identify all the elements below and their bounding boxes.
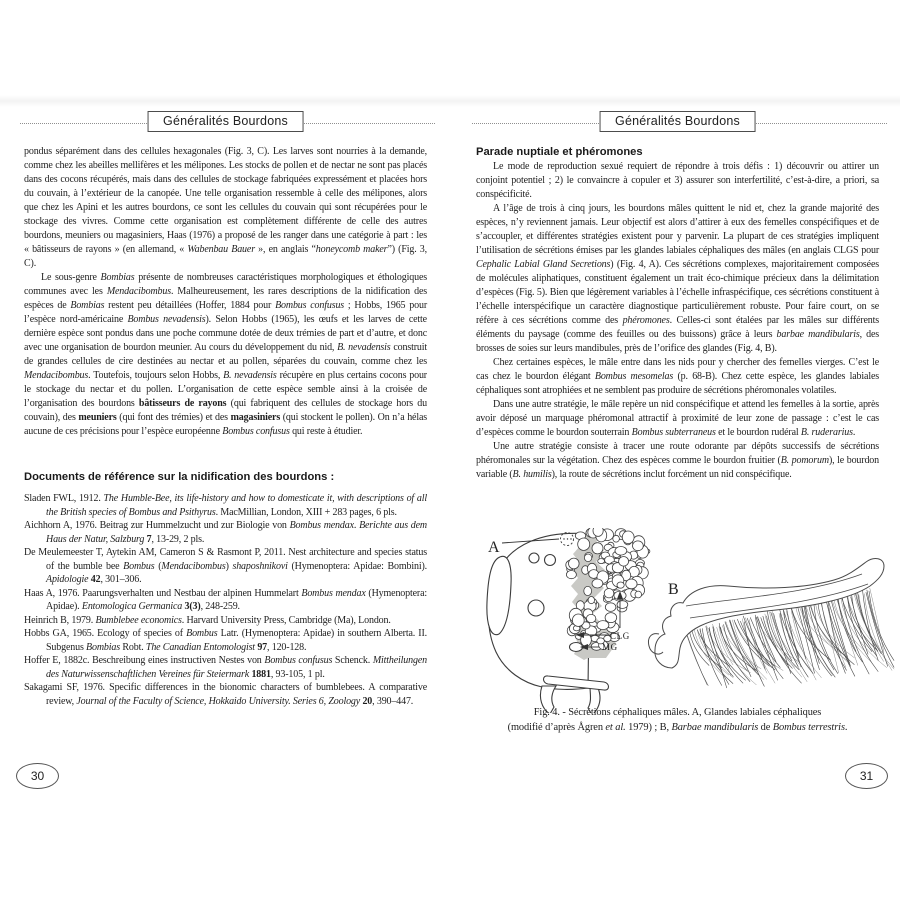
paragraph: Le mode de reproduction sexué requiert de répondre à trois défis : 1) découvrir ou attirer un conjoint potentiel ; 2) le convaincre à copuler et 3) assurer son interfertilité, c’est-à-dire, a priori, sa conspécificité.: [476, 161, 879, 200]
running-header-title: Généralités Bourdons: [147, 111, 304, 132]
left-body: [24, 145, 427, 439]
figure-label-a: A: [488, 539, 500, 556]
paragraph: Chez certaines espèces, le mâle entre dans les nids pour y chercher des femelles vierges. C’est le cas chez le bourdon élégant Bombus mesomelas (p. 68-B). Chez cette espèce, les glandes labiales céphaliques sont atrophiées et ne semblent pas produire de sécrétions phéromonales volatiles.: [476, 357, 879, 396]
page-right: [450, 0, 900, 900]
caption-line: (modifié d’après Ågren et al. 1979) ; B, Barbae mandibularis de Bombus terrestris.: [507, 721, 848, 733]
right-body: [476, 145, 879, 482]
figure-4-panel: [478, 528, 898, 713]
paragraph: A l’âge de trois à cinq jours, les bourdons mâles quittent le nid et, chez la grande majorité des espèces, n’y reviennent jamais. Leur objectif est alors d’attirer à eux des femelles conspécifiques et de s’accoupler, et différentes stratégies existent pour y parvenir. La plupart de ces stratégies impliquent l’utilisation de sécrétions émises par les glandes labiales céphaliques des mâles (en anglais CLGS pour Cephalic Labial Gland Secretions) (Fig. 4, A). Ces sécrétions complexes, majoritairement composées de molécules aliphatiques, constituent également un trait éco-chimique précieux dans la délimitation d’espèces (Fig. 5). Bien que légèrement variables à l’échelle infraspécifique, ces sécrétions constituent à l’échelle interspécifique un caractère diagnostique particulièrement robuste. Pour faire court, on se réfère à ces sécrétions comme des phéromones. Celles-ci sont étalées par les mâles sur différents éléments du paysage (comme des feuilles ou des buissons) grâce à leurs barbae mandibularis, des brosses de soies sur leurs mandibules, près de l’orifice des glandes (Fig. 4, B).: [476, 203, 879, 354]
paragraph: Dans une autre stratégie, le mâle repère un nid conspécifique et attend les femelles à la sortie, après avoir déposé un marquage phéromonal attractif à proximité de leur zone de passage : c’est le cas d’espèces comme le bourdon souterrain Bombus subterraneus et le bourdon rudéral B. ruderarius.: [476, 399, 879, 438]
mg-annotation: MG: [602, 642, 618, 652]
reference-entry: Hobbs GA, 1965. Ecology of species of Bombus Latr. (Hymenoptera: Apidae) in southern Alberta. II. Subgenus Bombias Robt. The Canadian Entomologist 97, 120-128.: [24, 628, 427, 653]
reference-entry: Heinrich B, 1979. Bumblebee economics. Harvard University Press, Cambridge (Ma), London.: [24, 614, 391, 626]
reference-list: [24, 492, 427, 708]
mandible-drawing: [648, 559, 884, 668]
figure-4-illustration: [478, 528, 898, 713]
paragraph: pondus séparément dans des cellules hexagonales (Fig. 3, C). Les larves sont nourries à la demande, comme chez les abeilles mellifères et les mélipones. Les stocks de pollen et de nectar ne sont pas placés dans des cocons récupérés, mais dans des cellules de stockage fabriquées expressément et placées hors du couvain, à l’extérieur de la canopée. Une telle organisation ressemble à celle des mélipones, alors que chez les Apini et les autres bourdons, ce sont les cellules du couvain qui sont récupérées pour le stockage des vivres. Comme cette organisation est complètement différente de celle des autres bourdons, meuniers ou magasiniers, Haas (1976) a proposé de les ranger dans une catégorie à part : les « bâtisseurs de rayons » (en allemand, « Wabenbau Bauer », en anglais “honeycomb maker”) (Fig. 3, C).: [24, 146, 427, 269]
clg-annotation: CLG: [610, 631, 630, 641]
page-number-text: 30: [30, 769, 45, 783]
running-header-title: Généralités Bourdons: [599, 111, 756, 132]
reference-entry: Haas A, 1976. Paarungsverhalten und Nestbau der alpinen Hummelart Bombus mendax (Hymenoptera: Apidae). Entomologica Germanica 3(3), 248-259.: [24, 587, 428, 612]
reference-entry: Aichhorn A, 1976. Beitrag zur Hummelzucht und zur Biologie von Bombus mendax. Berichte aus dem Haus der Natur, Salzburg 7, 13-29, 2 pls.: [24, 520, 427, 545]
running-header: [476, 111, 879, 137]
reference-entry: De Meulemeester T, Aytekin AM, Cameron S & Rasmont P, 2011. Nest architecture and species status of the bumble bee Bombus (Mendacibombus) shaposhnikovi (Hymenoptera: Apidae: Bombini). Apidologie 42, 301–306.: [24, 547, 428, 585]
paragraph: Le sous-genre Bombias présente de nombreuses caractéristiques morphologiques et éthologiques communes avec les Mendacibombus. Malheureusement, les rares descriptions de la nidification des espèces de Bombias restent peu détaillées (Hoffer, 1884 pour Bombus confusus ; Hobbs, 1965 pour l’espèce nord-américaine Bombus nevadensis). Selon Hobbs (1965), les œufs et les larves de cette dernière espèce sont pondus dans une poche commune dotée de deux trémies de part et d’autre, et donc avec une organisation de bourdon meunier. Au cours du développement du nid, B. nevadensis construit de grandes cellules de cire destinées au nectar et au pollen, séparées du couvain, comme chez les Mendacibombus. Toutefois, toujours selon Hobbs, B. nevadensis récupère en plus certains cocons pour le stockage du nectar et du pollen. L’organisation de cette espèce semble ainsi à la croisée de l’organisation des bourdons bâtisseurs de rayons (qui fabriquent des cellules de stockage hors du couvain), des meuniers (qui font des trémies) et des magasiniers (qui stockent le pollen). On n’a hélas aucune de ces précisions pour l’espèce européenne Bombus confusus qui reste à étudier.: [24, 272, 428, 437]
reference-entry: Sladen FWL, 1912. The Humble-Bee, its life-history and how to domesticate it, with descriptions of all the British species of Bombus and Psithyrus. MacMillian, London, XIII + 283 pages, 6 pls.: [24, 493, 427, 518]
page-number-badge: [16, 763, 59, 789]
reference-entry: Sakagami SF, 1976. Specific differences in the bionomic characters of bumblebees. A comparative review, Journal of the Faculty of Science, Hokkaido University. Series 6, Zoology 20, 390–447.: [24, 682, 427, 707]
page-number-badge: [845, 763, 888, 789]
page-number-text: 31: [859, 769, 874, 783]
running-header: [24, 111, 427, 137]
caption-line: Fig. 4. - Sécrétions céphaliques mâles. A, Glandes labiales céphaliques: [533, 707, 822, 718]
paragraph: Une autre stratégie consiste à tracer une route odorante par dépôts successifs de sécrétions phéromonales sur la végétation. Chez des espèces comme le bourdon fruitier (B. pomorum), le bourdon variable (B. humilis), la route de sécrétions inclut forcément un nid conspécifique.: [476, 441, 879, 480]
figure-caption: [476, 706, 879, 735]
references-heading: Documents de référence sur la nidification des bourdons :: [24, 471, 335, 483]
figure-label-b: B: [668, 581, 679, 598]
section-heading: Parade nuptiale et phéromones: [476, 146, 643, 158]
reference-entry: Hoffer E, 1882c. Beschreibung eines instructiven Nestes von Bombus confusus Schenck. Mittheilungen des Naturwissenschaftlichen Vereines für Steiermark 1881, 93-105, 1 pl.: [24, 655, 427, 680]
